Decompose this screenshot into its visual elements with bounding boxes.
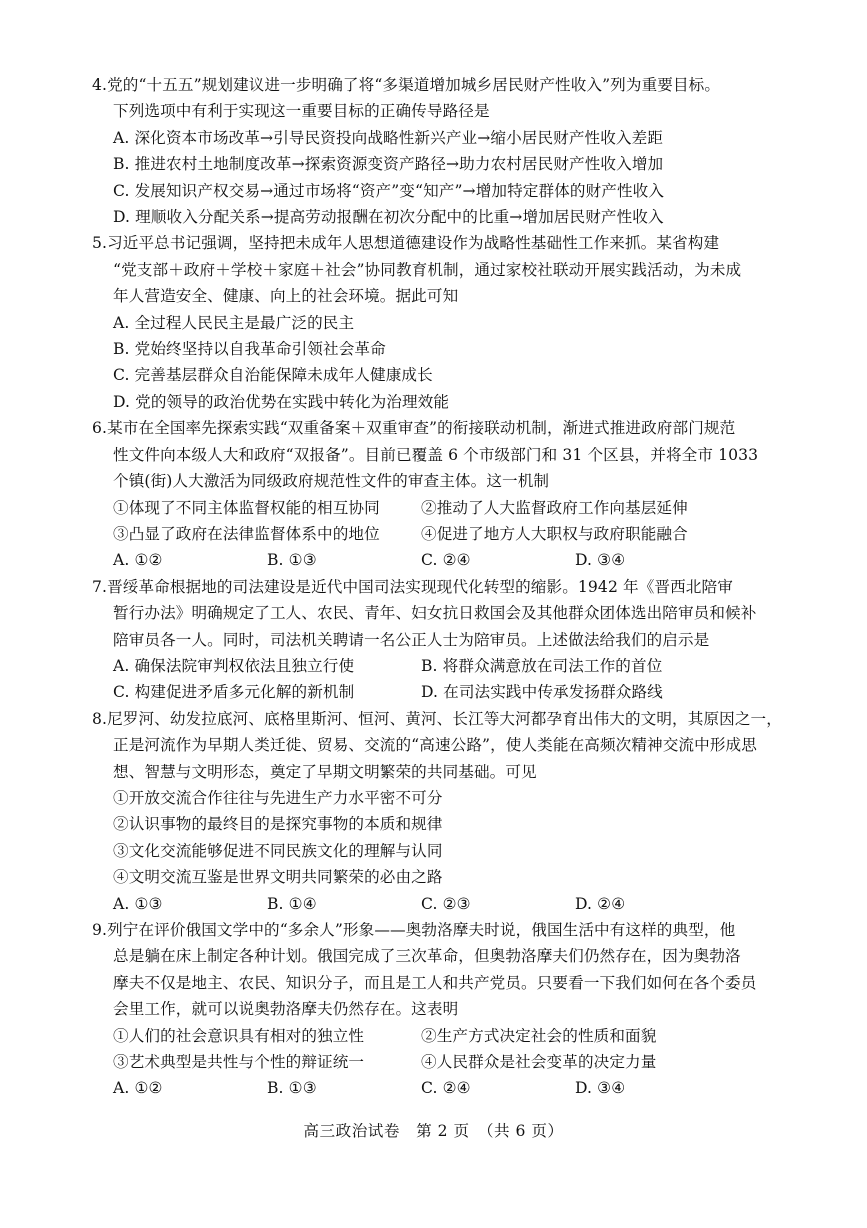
option-row — [92, 679, 792, 705]
option-d: D. 在司法实践中传承发扬群众路线 — [421, 683, 663, 702]
question-4 — [92, 72, 792, 230]
option-a: A. 确保法院审判权依法且独立行使 — [113, 656, 355, 675]
statement-3: ③凸显了政府在法律监督体系中的地位 — [113, 524, 380, 543]
question-8 — [92, 706, 792, 917]
statement-row — [92, 521, 792, 547]
question-stem-line: 下列选项中有利于实现这一重要目标的正确传导路径是 — [113, 102, 490, 121]
choice-c: C. ②④ — [421, 551, 471, 570]
question-stem-line: 会里工作，就可以说奥勃洛摩夫仍然存在。这表明 — [113, 1000, 459, 1019]
question-stem-line: 年人营造安全、健康、向上的社会环境。据此可知 — [113, 287, 459, 306]
statement-1: ①人们的社会意识具有相对的独立性 — [113, 1026, 365, 1045]
statement-1: ①开放交流合作往往与先进生产力水平密不可分 — [113, 788, 443, 807]
choice-row — [92, 891, 792, 917]
question-5 — [92, 230, 792, 415]
statement-2: ②生产方式决定社会的性质和面貌 — [421, 1026, 657, 1045]
statement-2: ②认识事物的最终目的是探究事物的本质和规律 — [113, 815, 443, 834]
statement-4: ④文明交流互鉴是世界文明共同繁荣的必由之路 — [113, 868, 443, 887]
question-6 — [92, 415, 792, 573]
choice-b: B. ①④ — [267, 894, 317, 913]
choice-row — [92, 1075, 792, 1101]
choice-a: A. ①② — [113, 1079, 163, 1098]
choice-d: D. ②④ — [575, 894, 626, 913]
question-stem-line: 总是躺在床上制定各种计划。俄国完成了三次革命，但奥勃洛摩夫们仍然存在，因为奥勃洛 — [113, 947, 741, 966]
option-b: B. 推进农村土地制度改革→探索资源变资产路径→助力农村居民财产性收入增加 — [113, 155, 664, 174]
choice-c: C. ②③ — [421, 894, 471, 913]
option-c: C. 构建促进矛盾多元化解的新机制 — [113, 683, 355, 702]
question-stem-line: 7.晋绥革命根据地的司法建设是近代中国司法实现现代化转型的缩影。1942 年《晋西北陪审 — [92, 577, 733, 596]
question-stem-line: 个镇(街)人大激活为同级政府规范性文件的审查主体。这一机制 — [113, 472, 550, 491]
question-stem-line: 性文件向本级人大和政府“双报备”。目前已覆盖 6 个市级部门和 31 个区县，并将全市 1033 — [113, 445, 759, 464]
statement-4: ④人民群众是社会变革的决定力量 — [421, 1053, 657, 1072]
option-c: C. 发展知识产权交易→通过市场将“资产”变“知产”→增加特定群体的财产性收入 — [113, 181, 665, 200]
exam-content — [92, 72, 792, 1102]
option-c: C. 完善基层群众自治能保障未成年人健康成长 — [113, 366, 433, 385]
statement-row — [92, 1049, 792, 1075]
question-stem-line: 陪审员各一人。同时，司法机关聘请一名公正人士为陪审员。上述做法给我们的启示是 — [113, 630, 710, 649]
option-row — [92, 653, 792, 679]
statement-3: ③文化交流能够促进不同民族文化的理解与认同 — [113, 841, 443, 860]
statement-row — [92, 1023, 792, 1049]
choice-b: B. ①③ — [267, 551, 317, 570]
question-7 — [92, 574, 792, 706]
page-footer: 高三政治试卷 第 2 页 （共 6 页） — [303, 1122, 564, 1140]
question-stem-line: “党支部＋政府＋学校＋家庭＋社会”协同教育机制，通过家校社联动开展实践活动，为未成 — [113, 260, 742, 279]
question-stem-line: 4.党的“十五五”规划建议进一步明确了将“多渠道增加城乡居民财产性收入”列为重要目标。 — [92, 76, 721, 94]
question-stem-line: 正是河流作为早期人类迁徙、贸易、交流的“高速公路”，使人类能在高频次精神交流中形成思 — [113, 736, 757, 755]
choice-b: B. ①③ — [267, 1079, 317, 1098]
choice-row — [92, 547, 792, 573]
option-b: B. 党始终坚持以自我革命引领社会革命 — [113, 340, 386, 359]
question-stem-line: 想、智慧与文明形态，奠定了早期文明繁荣的共同基础。可见 — [113, 762, 537, 781]
choice-d: D. ③④ — [575, 551, 626, 570]
option-d: D. 党的领导的政治优势在实践中转化为治理效能 — [113, 392, 450, 411]
option-b: B. 将群众满意放在司法工作的首位 — [421, 656, 663, 675]
choice-a: A. ①③ — [113, 894, 163, 913]
question-9 — [92, 917, 792, 1102]
choice-c: C. ②④ — [421, 1079, 471, 1098]
question-stem-line: 暂行办法》明确规定了工人、农民、青年、妇女抗日救国会及其他群众团体选出陪审员和候补 — [113, 604, 757, 623]
option-a: A. 深化资本市场改革→引导民资投向战略性新兴产业→缩小居民财产性收入差距 — [113, 128, 664, 147]
statement-3: ③艺术典型是共性与个性的辩证统一 — [113, 1053, 365, 1072]
question-stem-line: 9.列宁在评价俄国文学中的“多余人”形象——奥勃洛摩夫时说，俄国生活中有这样的典型，他 — [92, 921, 736, 939]
choice-a: A. ①② — [113, 551, 163, 570]
question-stem-line: 8.尼罗河、幼发拉底河、底格里斯河、恒河、黄河、长江等大河都孕育出伟大的文明，其原因之一， — [92, 709, 782, 728]
statement-2: ②推动了人大监督政府工作向基层延伸 — [421, 498, 688, 517]
option-d: D. 理顺收入分配关系→提高劳动报酬在初次分配中的比重→增加居民财产性收入 — [113, 208, 664, 227]
choice-d: D. ③④ — [575, 1079, 626, 1098]
question-stem-line: 5.习近平总书记强调，坚持把未成年人思想道德建设作为战略性基础性工作来抓。某省构建 — [92, 234, 720, 253]
statement-1: ①体现了不同主体监督权能的相互协同 — [113, 498, 380, 517]
question-stem-line: 摩夫不仅是地主、农民、知识分子，而且是工人和共产党员。只要看一下我们如何在各个委员 — [113, 973, 757, 992]
question-stem-line: 6.某市在全国率先探索实践“双重备案＋双重审查”的衔接联动机制，渐进式推进政府部门规范 — [92, 419, 736, 438]
statement-4: ④促进了地方人大职权与政府职能融合 — [421, 524, 688, 543]
statement-row — [92, 495, 792, 521]
option-a: A. 全过程人民民主是最广泛的民主 — [113, 313, 355, 332]
